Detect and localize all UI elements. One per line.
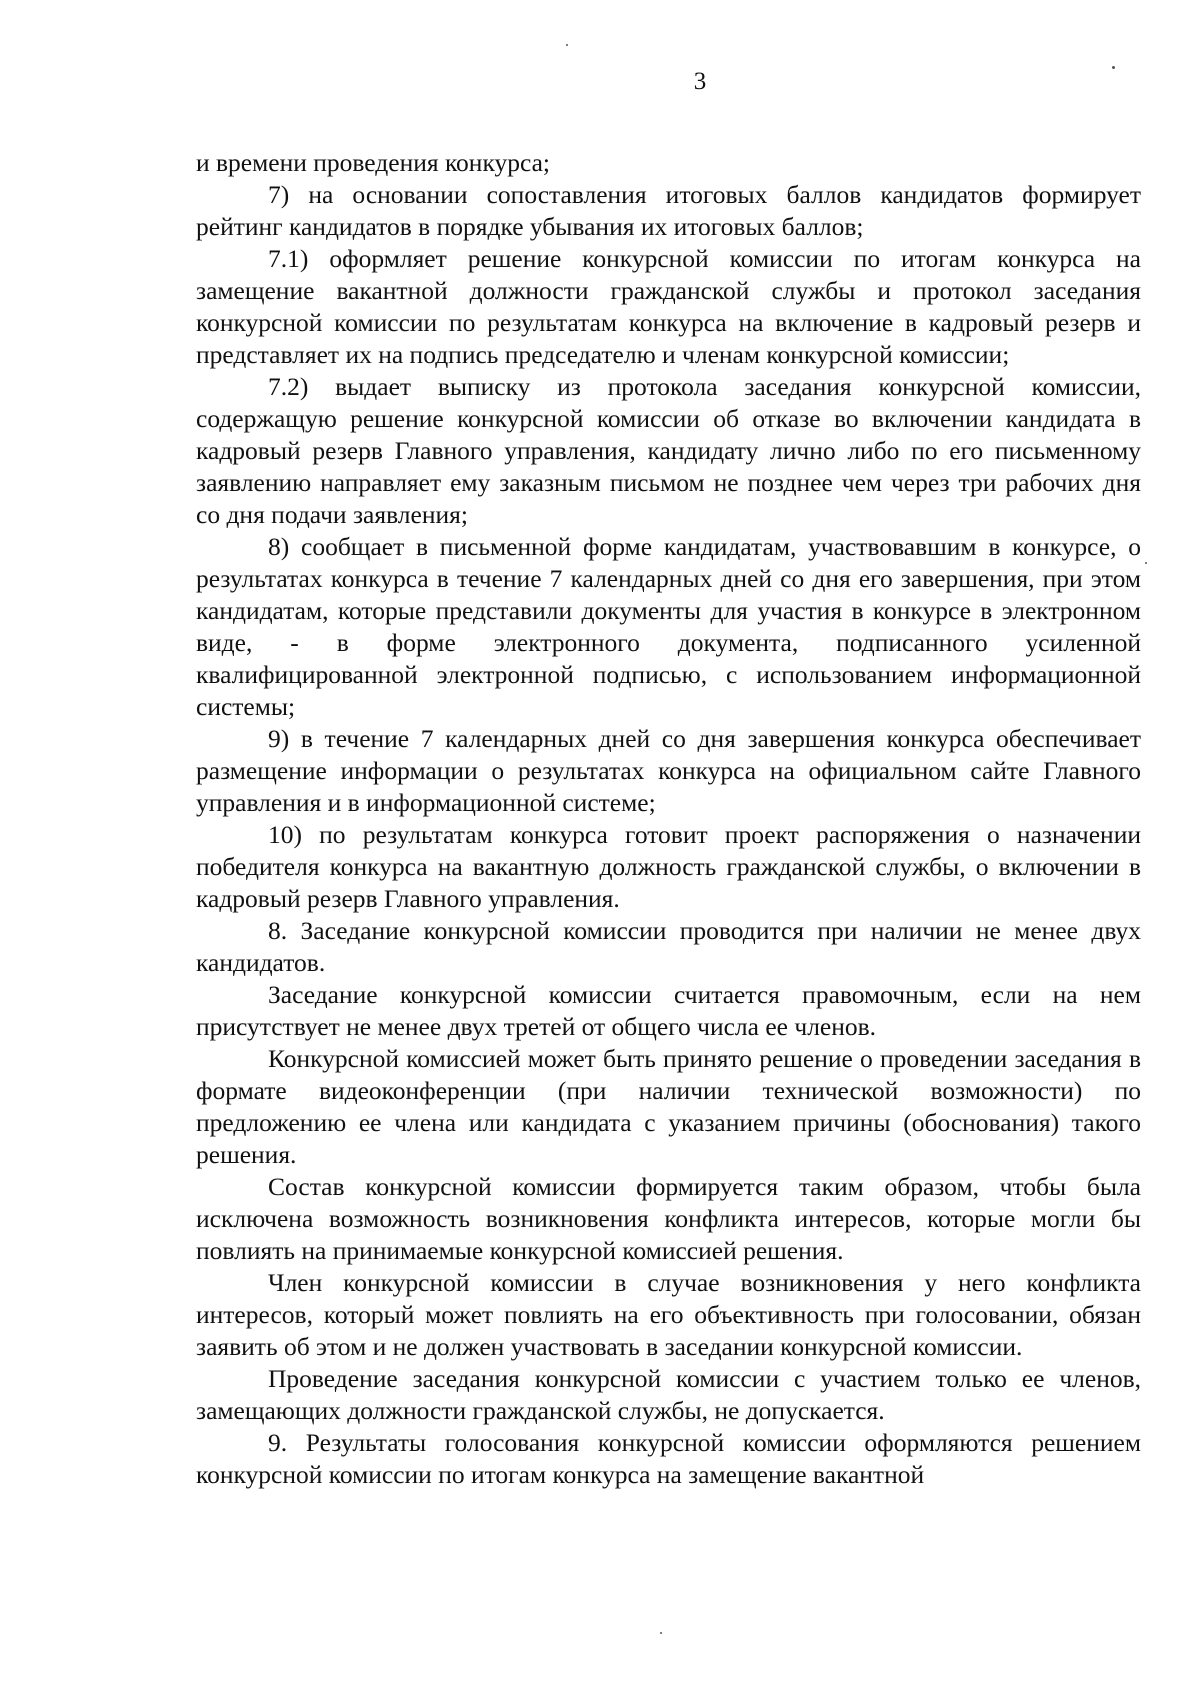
document-body: [196, 147, 1141, 1491]
paragraph-videoconference: Конкурсной комиссией может быть принято решение о проведении заседания в формате видеоконференции (при наличии технической возможности) по предложению ее члена или кандидата с указанием причины (обоснования) такого решения.: [196, 1044, 1141, 1169]
paragraph-quorum: Заседание конкурсной комиссии считается правомочным, если на нем присутствует не менее двух третей от общего числа ее членов.: [196, 980, 1141, 1041]
paragraph-members-only: Проведение заседания конкурсной комиссии с участием только ее членов, замещающих должности гражданской службы, не допускается.: [196, 1364, 1141, 1425]
paragraph-continuation: и времени проведения конкурса;: [196, 148, 551, 177]
paragraph-item-8: 8) сообщает в письменной форме кандидатам, участвовавшим в конкурсе, о результатах конкурса в течение 7 календарных дней со дня его завершения, при этом кандидатам, которые представили документы для участия в конкурсе в электронном виде, - в форме электронного документа, подписанного усиленной квалифицированной электронной подписью, с использованием информационной системы;: [196, 532, 1141, 721]
paragraph-section-9: 9. Результаты голосования конкурсной комиссии оформляются решением конкурсной комиссии по итогам конкурса на замещение вакантной: [196, 1428, 1141, 1489]
scan-speck: [566, 44, 568, 46]
paragraph-composition: Состав конкурсной комиссии формируется таким образом, чтобы была исключена возможность возникновения конфликта интересов, которые могли бы повлиять на принимаемые конкурсной комиссией решения.: [196, 1172, 1141, 1265]
scan-speck: [1145, 562, 1147, 564]
paragraph-item-9: 9) в течение 7 календарных дней со дня завершения конкурса обеспечивает размещение информации о результатах конкурса на официальном сайте Главного управления и в информационной системе;: [196, 724, 1141, 817]
paragraph-conflict-of-interest: Член конкурсной комиссии в случае возникновения у него конфликта интересов, который может повлиять на его объективность при голосовании, обязан заявить об этом и не должен участвовать в заседании конкурсной комиссии.: [196, 1268, 1141, 1361]
page-number: 3: [693, 68, 707, 95]
paragraph-item-7: 7) на основании сопоставления итоговых баллов кандидатов формирует рейтинг кандидатов в порядке убывания их итоговых баллов;: [196, 180, 1141, 241]
paragraph-item-10: 10) по результатам конкурса готовит проект распоряжения о назначении победителя конкурса на вакантную должность гражданской службы, о включении в кадровый резерв Главного управления.: [196, 820, 1141, 913]
paragraph-item-7-1: 7.1) оформляет решение конкурсной комиссии по итогам конкурса на замещение вакантной должности гражданской службы и протокол заседания конкурсной комиссии по результатам конкурса на включение в кадровый резерв и представляет их на подпись председателю и членам конкурсной комиссии;: [196, 244, 1141, 369]
scan-speck: [1112, 66, 1115, 69]
scan-speck: [660, 1632, 662, 1634]
paragraph-section-8: 8. Заседание конкурсной комиссии проводится при наличии не менее двух кандидатов.: [196, 916, 1141, 977]
paragraph-item-7-2: 7.2) выдает выписку из протокола заседания конкурсной комиссии, содержащую решение конкурсной комиссии об отказе во включении кандидата в кадровый резерв Главного управления, кандидату лично либо по его письменному заявлению направляет ему заказным письмом не позднее чем через три рабочих дня со дня подачи заявления;: [196, 372, 1141, 529]
